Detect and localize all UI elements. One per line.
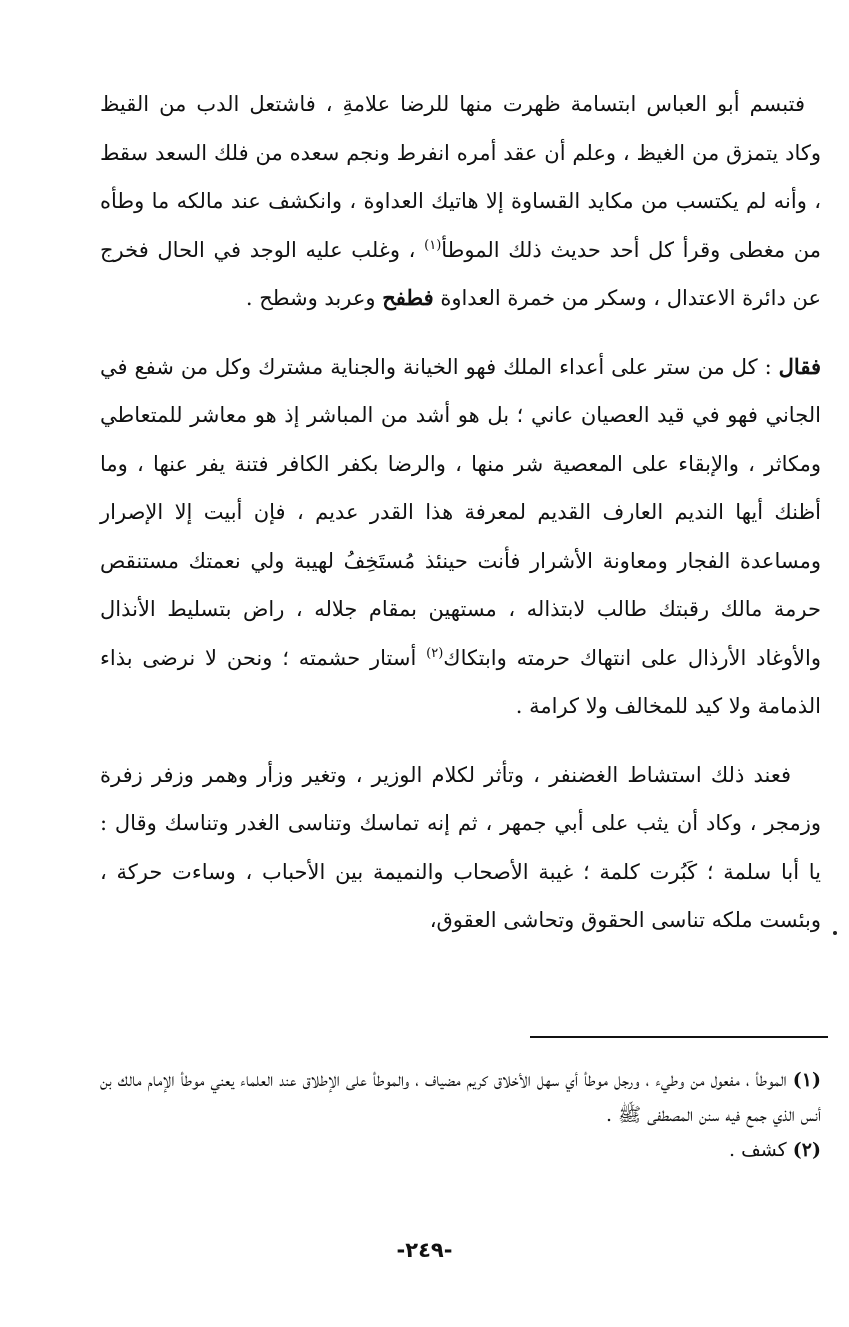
paragraph-1-ending: وعربد وشطح . xyxy=(245,286,383,310)
paragraph-2-text-cont: أستار حشمته ؛ ونحن لا نرضى بذاء الذمامة ولا كيد للمخالف ولا كرامة . xyxy=(100,645,821,718)
paragraph-3 xyxy=(100,751,821,945)
paragraph-1-text-cont: ، وغلب عليه الوجد في الحال فخرج عن دائرة الاعتدال ، وسكر من خمرة العداوة xyxy=(100,237,821,310)
footnote-1 xyxy=(100,1063,821,1133)
paragraph-2-text: : كل من ستر على أعداء الملك فهو الخيانة والجناية مشترك وكل من شفع في الجاني فهو في قيد العصيان عاني ؛ بل هو أشد من المباشر إذ هو معاشر للمتعاطي ومكاثر ، والإبقاء على المعصية شر منها ، والرضا بكفر الكافر فتنة يفر عنها ، وما أظنك أيها النديم العارف القديم لمعرفة هذا القدر عديم ، فإن أبيت إلا الإصرار ومساعدة الفجار ومعاونة الأشرار فأنت حينئذ مُستَخِفُ لهيبة ولي نعمتك مستنقص حرمة مالك رقبتك طالب لابتذاله ، مستهين بمقام جلاله ، راض بتسليط الأنذال والأوغاد الأرذال على انتهاك حرمته وابتكاك xyxy=(100,354,821,670)
paragraph-2-lead-word: فقال xyxy=(778,353,821,379)
paragraph-1-text: فتبسم أبو العباس ابتسامة ظهرت منها للرضا علامةِ ، فاشتعل الدب من القيظ وكاد يتمزق من الغيظ ، وعلم أن عقد أمره انفرط ونجم سعده من فلك السعد سقط ، وأنه لم يكتسب من مكايد القساوة إلا هاتيك العداوة ، وانكشف عند مالكه ما وطأه من مغطى وقرأ كل أحد حديث ذلك الموطأ xyxy=(100,92,821,262)
footnote-ref-2: (٢) xyxy=(426,645,444,661)
footnote-2-text: كشف . xyxy=(728,1139,793,1161)
paragraph-3-text: فعند ذلك استشاط الغضنفر ، وتأثر لكلام الوزير ، وتغير وزأر وهمر وزفر زفرة وزمجر ، وكاد أن يثب على أبي جمهر ، ثم إنه تماسك وتناسى الغدر وتناسك وقال : يا أبا سلمة ؛ كَبُرت كلمة ؛ غيبة الأصحاب والنميمة بين الأحباب ، وساءت حركة ، وبئست ملكه تناسى الحقوق وتحاشى العقوق، xyxy=(100,762,821,932)
bold-word: فطفح xyxy=(382,285,434,310)
honorific-symbol: ﷺ xyxy=(618,1104,642,1126)
footnote-ref-1: (١) xyxy=(424,237,442,253)
main-text xyxy=(100,80,821,945)
page-number: -٢٤٩- xyxy=(396,1238,453,1262)
footnote-1-text: الموطأ ، مفعول من وطيء ، ورجل موطأ أي سهل الأخلاق كريم مضياف ، والموطأ على الإطلاق عند العلماء يعني موطأ الإمام مالك بن أنس الذي جمع فيه سنن المصطفى xyxy=(100,1069,821,1126)
paragraph-2 xyxy=(100,343,821,731)
footnote-1-end: . xyxy=(606,1104,619,1126)
footnote-2-number: (٢) xyxy=(792,1139,821,1161)
paragraph-1 xyxy=(100,80,821,323)
footnote-2 xyxy=(100,1133,821,1168)
footnote-divider xyxy=(530,1036,828,1038)
footnote-1-number: (١) xyxy=(792,1069,821,1091)
scan-speck xyxy=(833,931,837,935)
footnotes xyxy=(100,1063,821,1168)
